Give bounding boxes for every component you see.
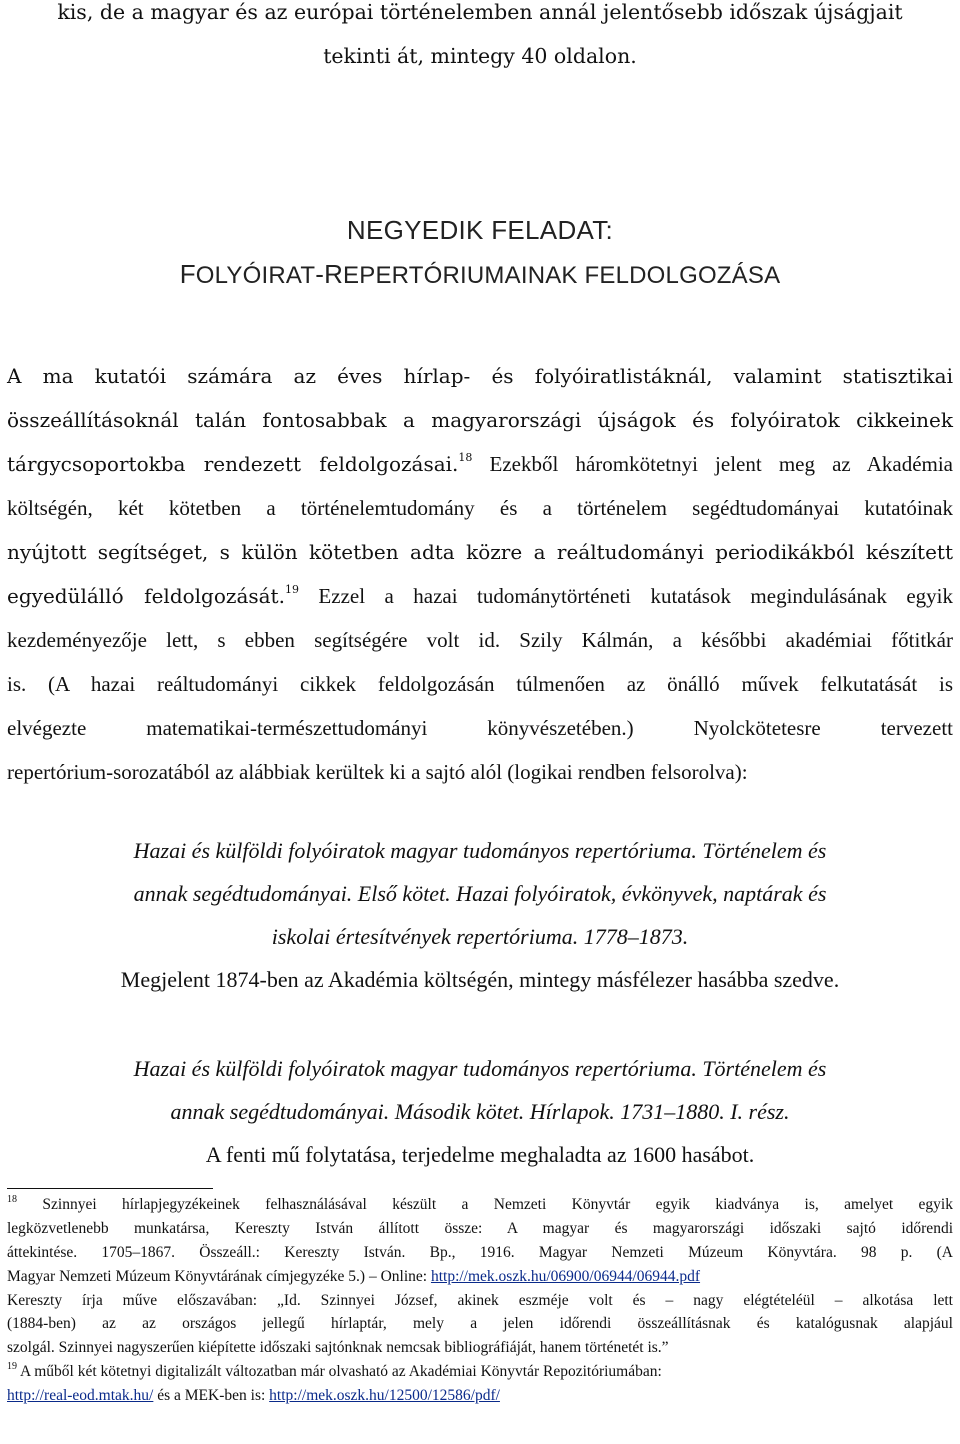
paragraph-line-3b: Ezekből háromkötetnyi jelent meg az Akadémia: [472, 452, 954, 476]
section-heading: [0, 208, 960, 298]
paragraph-line-3a: tárgycsoportokba rendezett feldolgozásai.: [7, 452, 459, 476]
footnote-18-line-1: [7, 1193, 953, 1217]
heading-title: NEGYEDIK FELADAT:: [346, 215, 614, 245]
footnote-ref-18[interactable]: 18: [458, 451, 473, 464]
subtitle-cap-2: R: [324, 259, 344, 289]
intro-line-2: tekinti át, mintegy 40 oldalon.: [323, 44, 637, 68]
paragraph-line-4: költségén, két kötetben a történelemtudomány és a történelem segédtudományai kutatóinak: [7, 496, 953, 520]
paragraph-line-2: összeállításoknál talán fontosabbak a magyarországi újságok és folyóiratok cikkeinek: [7, 408, 953, 432]
paragraph-line-10: repertórium-sorozatából az alábbiak kerültek ki a sajtó alól (logikai rendben felsorolva):: [7, 760, 748, 784]
subtitle-part-2: EPERTÓRIUMAINAK FELDOLGOZÁSA: [343, 262, 781, 289]
ref1-line-4: Megjelent 1874-ben az Akadémia költségén, mintegy másfélezer hasábba szedve.: [120, 967, 840, 992]
ref2-line-1: Hazai és külföldi folyóiratok magyar tudományos repertóriuma. Történelem és: [133, 1056, 827, 1081]
paragraph-line-7: kezdeményezője lett, s ebben segítségére volt id. Szily Kálmán, a későbbi akadémiai főtitkár: [7, 628, 953, 652]
footnote-19-link-mek[interactable]: http://mek.oszk.hu/12500/12586/pdf/: [269, 1387, 500, 1405]
heading-subtitle: [0, 252, 960, 298]
footnote-number-18: 18: [7, 1194, 17, 1205]
footnote-19-text-mid: és a MEK-ben is:: [153, 1387, 270, 1405]
footnote-separator: [7, 1188, 213, 1189]
subtitle-dash: -: [315, 259, 325, 289]
footnote-19-text-1: A műből két kötetnyi digitalizált változatban már olvasható az Akadémiai Könyvtár Repozitóriumában:: [17, 1363, 662, 1381]
footnotes: [7, 1193, 953, 1408]
intro-continuation: [7, 0, 953, 78]
ref2-line-2: annak segédtudományai. Második kötet. Hírlapok. 1731–1880. I. rész.: [170, 1099, 790, 1124]
paragraph-line-5: nyújtott segítséget, s külön kötetben adta közre a reáltudományi periodikákból készített: [7, 540, 953, 564]
paragraph-line-3: [7, 442, 953, 486]
footnote-19-line-1: [7, 1360, 953, 1384]
footnote-18-text-1: Szinnyei hírlapjegyzékeinek felhasználásával készült a Nemzeti Könyvtár egyik kiadványa is, amelyet egyik: [17, 1196, 953, 1213]
paragraph-line-8: is. (A hazai reáltudományi cikkek feldolgozásán túlmenően az önálló művek felkutatását is: [7, 672, 953, 696]
subtitle-part-1: OLYÓIRAT: [195, 262, 316, 289]
footnote-18-line-3: áttekintése. 1705–1867. Összeáll.: Kereszty István. Bp., 1916. Magyar Nemzeti Múzeum Könyvtára. 98 p. (A: [7, 1243, 953, 1261]
paragraph-line-1: A ma kutatói számára az éves hírlap- és folyóiratlistáknál, valamint statisztikai: [7, 364, 953, 388]
footnote-18-line-5: Kereszty írja műve előszavában: „Id. Szinnyei József, akinek eszméje volt és – nagy elégtételéül – alkotása lett: [7, 1291, 953, 1309]
footnote-18-line-7: szolgál. Szinnyei nagyszerűen kiépítette időszaki sajtónknak nemcsak bibliográfiáját, hanem történetét is.”: [7, 1339, 669, 1357]
ref1-line-3: iskolai értesítvények repertóriuma. 1778–1873.: [271, 924, 689, 949]
footnote-18-line-6: (1884-ben) az az országos jellegű hírlaptár, mely a jelen időrendi összeállításnak és katalógusnak alapjául: [7, 1315, 953, 1333]
footnote-18-line-4: [7, 1265, 953, 1289]
paragraph-line-9: elvégezte matematikai-természettudományi könyvészetében.) Nyolckötetesre tervezett: [7, 716, 953, 740]
paragraph-line-6: [7, 574, 953, 618]
footnote-number-19: 19: [7, 1361, 17, 1373]
footnote-19-line-2: [7, 1384, 953, 1408]
footnote-18-text-4: Magyar Nemzeti Múzeum Könyvtárának címjegyzéke 5.) – Online:: [7, 1267, 431, 1285]
reference-entry-2: [0, 1047, 960, 1176]
paragraph-line-6b: Ezzel a hazai tudománytörténeti kutatások megindulásának egyik: [298, 584, 953, 608]
ref1-line-1: Hazai és külföldi folyóiratok magyar tudományos repertóriuma. Történelem és: [133, 838, 827, 863]
reference-entry-1: [0, 829, 960, 1001]
subtitle-cap-1: F: [179, 259, 196, 289]
intro-line-1: kis, de a magyar és az európai történelemben annál jelentősebb időszak újságjait: [57, 0, 903, 24]
ref2-line-3: A fenti mű folytatása, terjedelme meghaladta az 1600 hasábot.: [205, 1142, 755, 1167]
footnote-ref-19[interactable]: 19: [284, 583, 299, 596]
footnote-19-link-real[interactable]: http://real-eod.mtak.hu/: [7, 1387, 154, 1405]
body-paragraph: [7, 354, 953, 794]
paragraph-line-6a: egyedülálló feldolgozását.: [7, 584, 285, 608]
footnote-18-line-2: legközvetlenebb munkatársa, Kereszty István állított össze: A magyar és magyarországi időszaki sajtó időrendi: [7, 1219, 953, 1237]
footnote-18-link[interactable]: http://mek.oszk.hu/06900/06944/06944.pdf: [430, 1267, 701, 1285]
ref1-line-2: annak segédtudományai. Első kötet. Hazai folyóiratok, évkönyvek, naptárak és: [133, 881, 827, 906]
